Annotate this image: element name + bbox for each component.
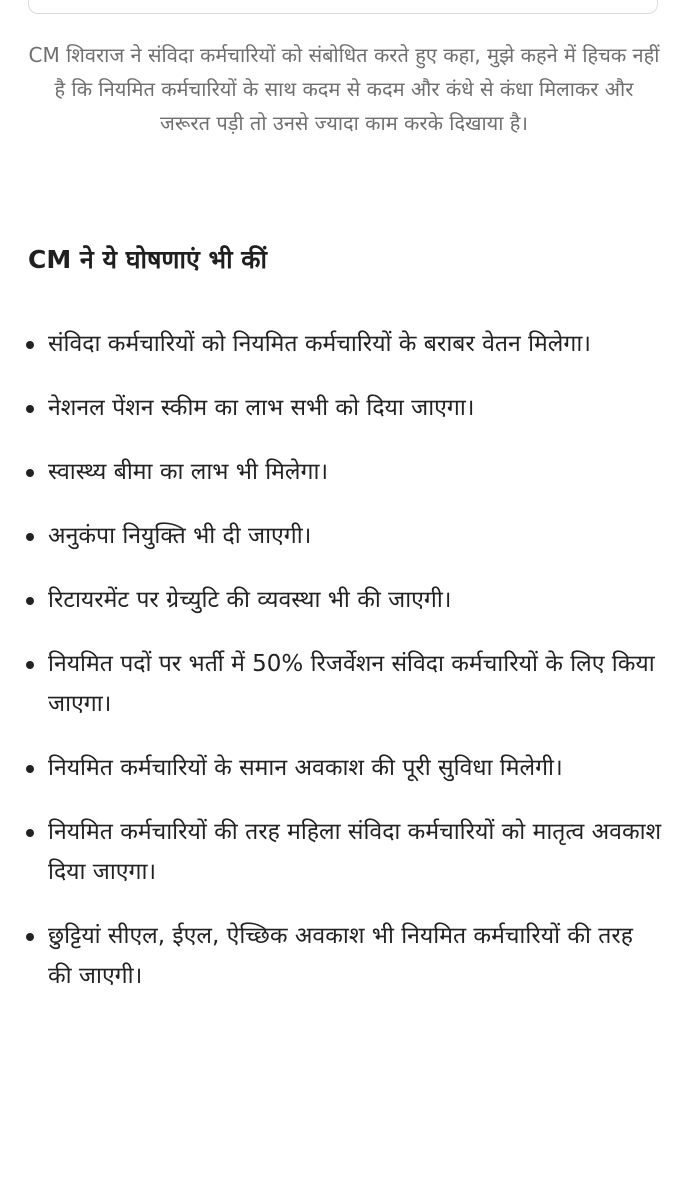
section-heading: CM ने ये घोषणाएं भी कीं	[28, 245, 267, 274]
list-item	[22, 748, 662, 788]
bullet-icon	[26, 405, 34, 413]
bullet-icon	[26, 597, 34, 605]
image-card-bottom-edge	[28, 0, 658, 14]
bullet-icon	[26, 933, 34, 941]
list-item	[22, 812, 662, 892]
list-item-text: संविदा कर्मचारियों को नियमित कर्मचारियों के बराबर वेतन मिलेगा।	[48, 331, 592, 357]
list-item	[22, 580, 662, 620]
bullet-icon	[26, 341, 34, 349]
image-caption: CM शिवराज ने संविदा कर्मचारियों को संबोधित करते हुए कहा, मुझे कहने में हिचक नहीं है कि नियमित कर्मचारियों के साथ कदम से कदम और कंधे से कंधा मिलाकर और जरूरत पड़ी तो उनसे ज्यादा काम करके दिखाया है।	[28, 43, 660, 135]
list-item-text: छुट्टियां सीएल, ईएल, ऐच्छिक अवकाश भी नियमित कर्मचारियों की तरह की जाएगी।	[48, 923, 634, 989]
list-item	[22, 916, 662, 996]
list-item	[22, 388, 662, 428]
list-item	[22, 452, 662, 492]
bullet-icon	[26, 469, 34, 477]
bullet-icon	[26, 829, 34, 837]
list-item-text: अनुकंपा नियुक्ति भी दी जाएगी।	[48, 523, 312, 549]
bullet-icon	[26, 765, 34, 773]
list-item-text: नेशनल पेंशन स्कीम का लाभ सभी को दिया जाएगा।	[48, 395, 475, 421]
list-item-text: नियमित कर्मचारियों के समान अवकाश की पूरी सुविधा मिलेगी।	[48, 755, 563, 781]
list-item	[22, 324, 662, 364]
list-item-text: स्वास्थ्य बीमा का लाभ भी मिलेगा।	[48, 459, 329, 485]
list-item-text: रिटायरमेंट पर ग्रेच्युटि की व्यवस्था भी की जाएगी।	[48, 587, 452, 613]
bullet-icon	[26, 661, 34, 669]
list-item	[22, 644, 662, 724]
list-item-text: नियमित पदों पर भर्ती में 50% रिजर्वेशन संविदा कर्मचारियों के लिए किया जाएगा।	[48, 651, 655, 717]
list-item	[22, 516, 662, 556]
list-item-text: नियमित कर्मचारियों की तरह महिला संविदा कर्मचारियों को मातृत्व अवकाश दिया जाएगा।	[48, 819, 662, 885]
announcement-list	[22, 324, 662, 1020]
bullet-icon	[26, 533, 34, 541]
